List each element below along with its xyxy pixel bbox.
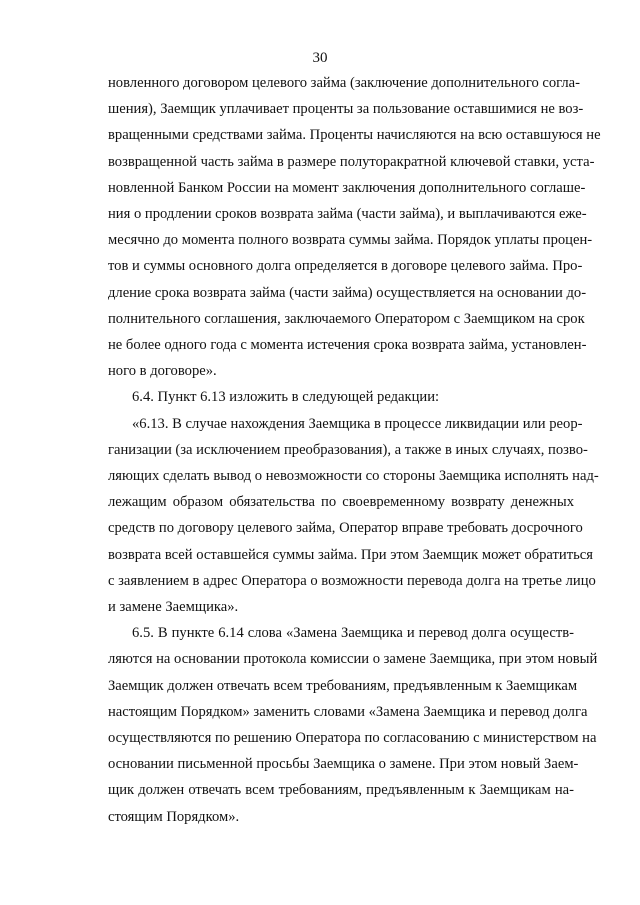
text-line: полнительного соглашения, заключаемого Оператором с Заемщиком на срок	[108, 310, 585, 327]
text-line: вращенными средствами займа. Проценты начисляются на всю оставшуюся не	[108, 127, 601, 144]
text-line: настоящим Порядком» заменить словами «Замена Заемщика и перевод долга	[108, 703, 588, 720]
text-line: месячно до момента полного возврата суммы займа. Порядок уплаты процен-	[108, 232, 593, 249]
text-line: ляющих сделать вывод о невозможности со стороны Заемщика исполнять над-	[108, 468, 599, 484]
text-line: щик должен отвечать всем требованиям, предъявленным к Заемщикам на-	[108, 782, 574, 799]
text-line: не более одного года с момента истечения срока возврата займа, установлен-	[108, 337, 587, 353]
text-line: стоящим Порядком».	[108, 808, 240, 825]
page-number: 30	[312, 50, 328, 66]
text-line: основании письменной просьбы Заемщика о замене. При этом новый Заем-	[108, 756, 579, 773]
text-line: возвращенной часть займа в размере полуторакратной ключевой ставки, уста-	[108, 153, 595, 170]
text-line: ного в договоре».	[108, 363, 217, 380]
text-line: осуществляются по решению Оператора по согласованию с министерством на	[108, 730, 597, 746]
text-line: лежащим образом обязательства по своевременному возврату денежных	[108, 494, 574, 511]
text-line: 6.4. Пункт 6.13 изложить в следующей редакции:	[132, 389, 440, 406]
text-line: новленной Банком России на момент заключения дополнительного соглаше-	[108, 179, 586, 196]
text-line: тов и суммы основного долга определяется в договоре целевого займа. Про-	[108, 258, 583, 275]
text-line: с заявлением в адрес Оператора о возможности перевода долга на третье лицо	[108, 572, 596, 589]
text-line: дление срока возврата займа (части займа) осуществляется на основании до-	[108, 284, 587, 301]
text-line: ния о продлении сроков возврата займа (части займа), и выплачиваются еже-	[108, 206, 587, 222]
text-line: средств по договору целевого займа, Оператор вправе требовать досрочного	[108, 520, 583, 537]
text-line: Заемщик должен отвечать всем требованиям, предъявленным к Заемщикам	[108, 677, 578, 694]
text-line: новленного договором целевого займа (заключение дополнительного согла-	[108, 75, 581, 91]
text-line: «6.13. В случае нахождения Заемщика в процессе ликвидации или реор-	[132, 415, 583, 432]
text-line: возврата всей оставшейся суммы займа. При этом Заемщик может обратиться	[108, 546, 593, 563]
text-line: шения), Заемщик уплачивает проценты за пользование оставшимися не воз-	[108, 101, 584, 118]
text-line: 6.5. В пункте 6.14 слова «Замена Заемщика и перевод долга осуществ-	[132, 625, 574, 642]
text-line: ганизации (за исключением преобразования), а также в иных случаях, позво-	[108, 441, 588, 458]
text-line: и замене Заемщика».	[108, 599, 239, 615]
text-line: ляются на основании протокола комиссии о замене Заемщика, при этом новый	[108, 651, 598, 668]
